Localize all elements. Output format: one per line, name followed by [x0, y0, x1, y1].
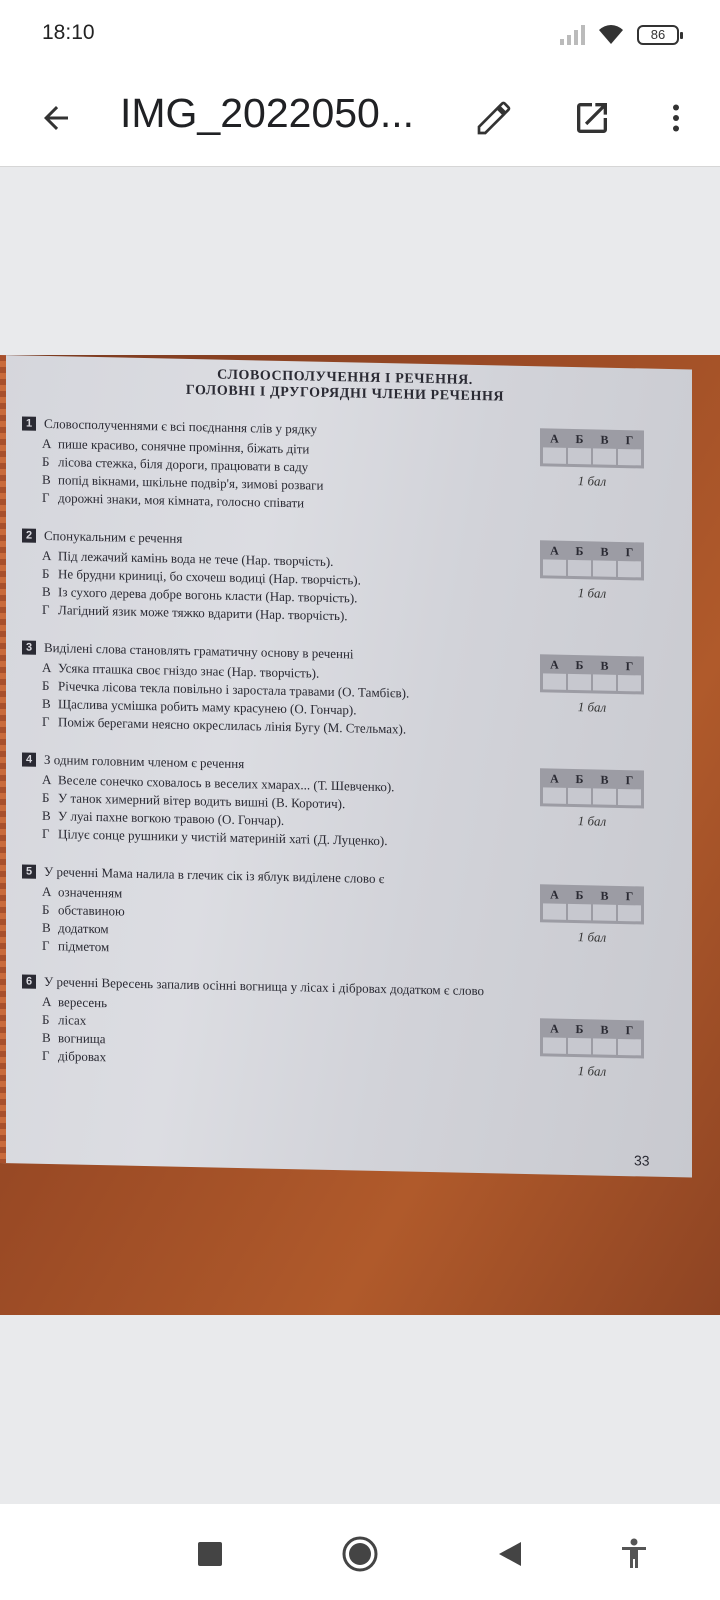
arrow-back-icon — [38, 100, 74, 136]
answer-cell — [568, 904, 591, 920]
option: Б Не брудни криниці, бо схочеш водиці (Нар. творчість). — [42, 565, 361, 588]
document-photo — [0, 355, 720, 1315]
answer-cell — [593, 674, 616, 690]
option: Г Цілує сонце рушники у чистій материній хаті (Д. Луценко). — [42, 825, 388, 849]
answer-cell — [593, 1038, 616, 1054]
question-number: 1 — [22, 416, 36, 430]
paper-edge — [0, 355, 6, 1163]
option: В Із сухого дерева добре вогонь класти (Нар. творчість). — [42, 583, 358, 606]
pencil-icon — [474, 98, 514, 138]
status-time: 18:10 — [42, 21, 95, 44]
answer-cell — [618, 789, 641, 805]
battery-indicator: 86 — [637, 25, 679, 45]
question-text: Виділені слова становлять граматичну основу в реченні — [44, 639, 354, 662]
question-6 — [22, 971, 502, 1074]
score-label: 1 бал — [577, 699, 607, 715]
option: В У луаі пахне вогкою травою (О. Гончар). — [42, 807, 285, 828]
back-button[interactable] — [32, 94, 80, 142]
answer-box-2: А Б В Г 1 бал — [540, 540, 644, 602]
option: Б лісах — [42, 1011, 87, 1028]
nav-back-button[interactable] — [488, 1532, 532, 1576]
option: В попід вікнами, шкільне подвір'я, зимові розваги — [42, 471, 324, 493]
answer-cell — [543, 903, 566, 919]
option: Г дорожні знаки, моя кімната, голосно співати — [42, 489, 305, 511]
answer-cell — [618, 905, 641, 921]
question-number: 4 — [22, 752, 36, 766]
score-label: 1 бал — [577, 1063, 607, 1079]
home-button[interactable] — [338, 1532, 382, 1576]
file-title: IMG_2022050... — [120, 90, 415, 136]
answer-cell — [543, 787, 566, 803]
option: Б У танок химерний вітер водить вишні (В. Коротич). — [42, 789, 346, 812]
score-label: 1 бал — [577, 813, 607, 829]
system-nav-bar — [0, 1504, 720, 1600]
option: Г Лагідний язик може тяжко вдарити (Нар. творчість). — [42, 601, 348, 624]
score-label: 1 бал — [577, 585, 607, 601]
answer-cell — [618, 675, 641, 691]
answer-cell — [593, 560, 616, 576]
answer-cell — [543, 673, 566, 689]
option: Б Річечка лісова текла повільно і заростала травами (О. Тамбієв). — [42, 677, 410, 701]
question-5 — [22, 861, 542, 965]
option: А пише красиво, сонячне проміння, біжать діти — [42, 435, 310, 457]
answer-cell — [568, 1038, 591, 1054]
open-in-button[interactable] — [568, 94, 616, 142]
option: А Під лежачий камінь вода не тече (Нар. творчість). — [42, 547, 334, 569]
question-text: Спонукальним є речення — [44, 527, 183, 546]
question-number: 5 — [22, 864, 36, 878]
question-number: 2 — [22, 528, 36, 542]
answer-box-1: А Б В Г 1 бал — [540, 428, 644, 490]
accessibility-icon — [620, 1538, 648, 1570]
question-number: 6 — [22, 974, 36, 988]
answer-cell — [543, 447, 566, 463]
option: Б лісова стежка, біля дороги, працювати в саду — [42, 453, 309, 475]
app-bar — [0, 70, 720, 167]
option: В додатком — [42, 919, 109, 937]
answer-cell — [568, 788, 591, 804]
option: Г підметом — [42, 937, 110, 955]
answer-cell — [568, 560, 591, 576]
heading-line-1: СЛОВОСПОЛУЧЕННЯ І РЕЧЕННЯ. — [217, 367, 473, 388]
paper-page — [0, 355, 692, 1177]
open-external-icon — [572, 98, 612, 138]
option: А Усяка пташка своє гніздо знає (Нар. творчість). — [42, 659, 320, 681]
answer-cell — [593, 904, 616, 920]
heading-line-2: ГОЛОВНІ І ДРУГОРЯДНІ ЧЛЕНИ РЕЧЕННЯ — [185, 382, 505, 405]
option: В вогнища — [42, 1029, 106, 1047]
square-icon — [197, 1541, 223, 1567]
more-options-button[interactable] — [652, 94, 700, 142]
option: В Щаслива усмішка робить маму красунею (О. Гончар). — [42, 695, 357, 718]
accessibility-button[interactable] — [612, 1532, 656, 1576]
more-vert-icon — [658, 100, 694, 136]
answer-cell — [543, 1037, 566, 1053]
option: А вересень — [42, 993, 108, 1011]
question-2 — [22, 525, 542, 629]
status-bar — [0, 0, 720, 70]
image-viewer[interactable] — [0, 167, 720, 1504]
question-text: У реченні Вересень запалив осінні вогнища у лісах і дібровах додатком є слово — [44, 973, 485, 999]
option: Г дібровах — [42, 1047, 107, 1065]
answer-cell — [593, 448, 616, 464]
question-text: У реченні Мама налила в глечик сік із яблук виділене слово є — [44, 863, 385, 887]
answer-box-5: А Б В Г 1 бал — [540, 884, 644, 946]
answer-cell — [568, 448, 591, 464]
answer-cell — [618, 561, 641, 577]
option: А Веселе сонечко сховалось в веселих хмарах... (Т. Шевченко). — [42, 771, 395, 795]
triangle-back-icon — [497, 1540, 523, 1568]
page-number: 33 — [634, 1152, 650, 1169]
answer-cell — [618, 449, 641, 465]
question-1 — [22, 413, 542, 517]
question-text: З одним головним членом є речення — [44, 751, 245, 772]
answer-cell — [618, 1039, 641, 1055]
answer-box-4: А Б В Г 1 бал — [540, 768, 644, 830]
question-text: Словосполученнями є всі поєднання слів у рядку — [44, 415, 317, 437]
option: Г Поміж берегами неясно окреслилась лінія Бугу (М. Стельмах). — [42, 713, 407, 737]
answer-cell — [543, 559, 566, 575]
question-4 — [22, 749, 542, 853]
option: Б обставиною — [42, 901, 125, 919]
answer-box-6: А Б В Г 1 бал — [540, 1018, 644, 1080]
edit-button[interactable] — [470, 94, 518, 142]
option: А означенням — [42, 883, 123, 901]
circle-icon — [341, 1535, 379, 1573]
recents-button[interactable] — [188, 1532, 232, 1576]
score-label: 1 бал — [577, 929, 607, 945]
score-label: 1 бал — [577, 473, 607, 489]
wifi-icon — [597, 22, 625, 46]
answer-cell — [568, 674, 591, 690]
answer-box-3: А Б В Г 1 бал — [540, 654, 644, 716]
question-3 — [22, 637, 542, 741]
answer-cell — [593, 788, 616, 804]
question-number: 3 — [22, 640, 36, 654]
signal-icon — [559, 24, 587, 46]
